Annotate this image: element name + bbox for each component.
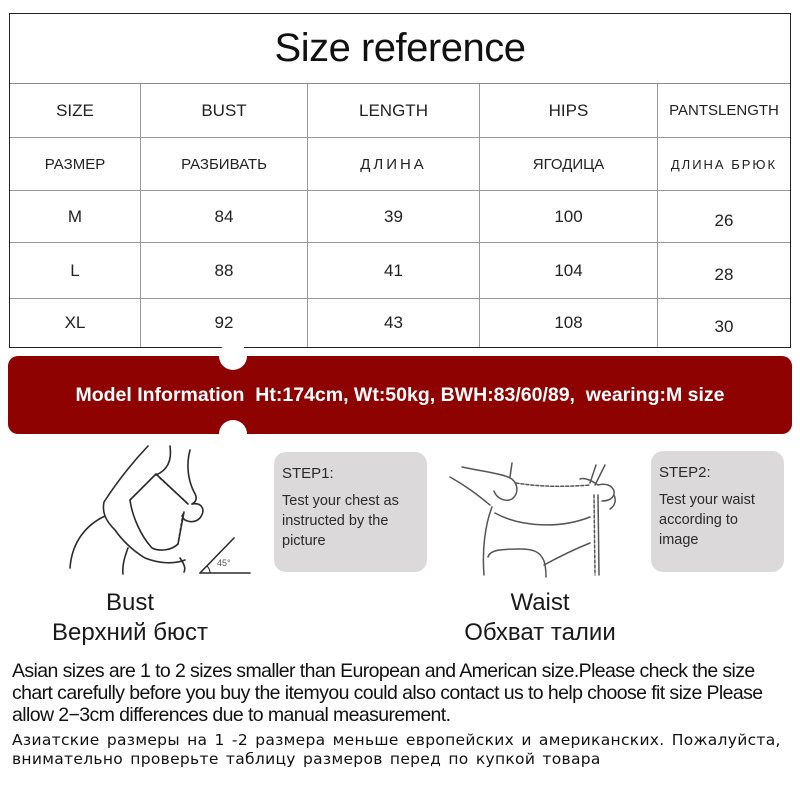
bust-measure-illustration: [60, 440, 260, 580]
cell-size: XL: [10, 299, 141, 347]
cell-pants-length: 26: [714, 210, 734, 230]
header-length: LENGTH: [308, 84, 480, 137]
header-row-en: [10, 84, 790, 138]
cell-size: M: [10, 191, 141, 242]
waist-measure-illustration: [440, 455, 630, 580]
header-row-ru: [10, 138, 790, 191]
cell-pants-length: 30: [714, 317, 734, 336]
cell-length: 41: [308, 243, 480, 298]
size-reference-table: [9, 13, 791, 348]
step2-box: [651, 451, 784, 572]
angle-label: 45°: [217, 558, 231, 568]
step2-text: Test your waist according to image: [659, 492, 755, 548]
header-size: SIZE: [10, 84, 141, 137]
header-bust: BUST: [141, 84, 308, 137]
waist-caption: [445, 588, 635, 648]
cell-bust: 88: [141, 243, 308, 298]
header-size-ru: РАЗМЕР: [10, 138, 141, 190]
header-bust-ru: РАЗБИВАТЬ: [141, 138, 308, 190]
cell-bust: 84: [141, 191, 308, 242]
header-pants-length-ru: ДЛИНА БРЮК: [670, 156, 778, 172]
cell-hips: 100: [480, 191, 658, 242]
header-hips: HIPS: [480, 84, 658, 137]
step1-box: [274, 452, 427, 572]
waist-caption-en: Waist: [510, 589, 570, 616]
bust-caption-ru: Верхний бюст: [52, 619, 208, 646]
model-info-banner: [8, 356, 792, 434]
bust-caption-en: Bust: [105, 589, 155, 616]
cell-size: L: [10, 243, 141, 298]
table-title: Size reference: [10, 14, 790, 84]
cell-pants-length: 28: [714, 264, 734, 284]
banner-notch-top: [219, 342, 247, 370]
table-row: [10, 299, 790, 347]
header-hips-ru: ЯГОДИЦА: [480, 138, 658, 190]
size-notice-en: Asian sizes are 1 to 2 sizes smaller than European and American size.Please check the size chart carefully before you buy the itemyou could also contact us to help choose fit size Please allow 2−3cm differences due to manual measurement.: [12, 660, 763, 726]
step1-title: STEP1:: [282, 465, 334, 482]
model-info-text: Model Information Ht:174cm, Wt:50kg, BWH:83/60/89, wearing:M size: [75, 383, 725, 406]
step2-title: STEP2:: [659, 464, 711, 481]
header-pants-length: PANTSLENGTH: [669, 102, 779, 119]
table-row: [10, 243, 790, 299]
header-length-ru: ДЛИНА: [308, 138, 480, 190]
cell-bust: 92: [141, 299, 308, 347]
table-row: [10, 191, 790, 243]
cell-hips: 104: [480, 243, 658, 298]
size-notice-ru: Азиатские размеры на 1 -2 размера меньше европейских и американских. Пожалуйста, внимательно проверьте таблицу размеров перед по купкой товара: [12, 731, 781, 768]
step1-text: Test your chest as instructed by the picture: [282, 493, 399, 549]
cell-length: 39: [308, 191, 480, 242]
waist-caption-ru: Обхват талии: [464, 619, 616, 646]
bust-caption: [30, 588, 230, 648]
cell-length: 43: [308, 299, 480, 347]
cell-hips: 108: [480, 299, 658, 347]
